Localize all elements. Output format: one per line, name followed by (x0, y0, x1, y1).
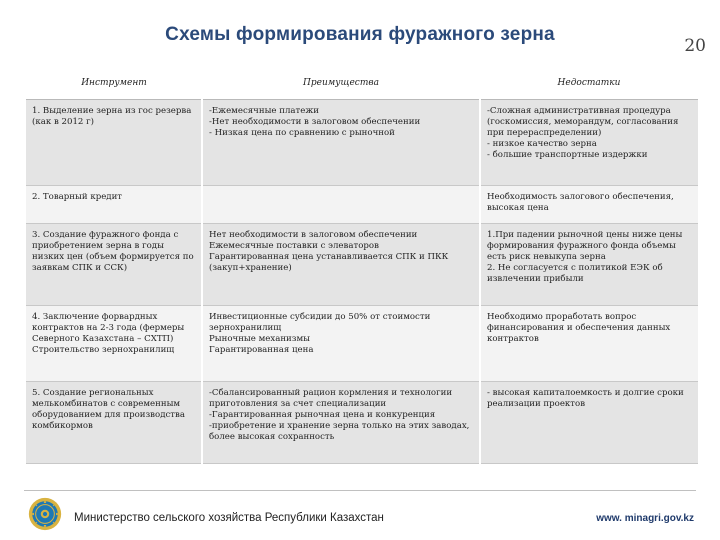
website-link[interactable]: www. minagri.gov.kz (596, 513, 694, 524)
cell-advantages: Нет необходимости в залоговом обеспечении Ежемесячные поставки с элеваторов Гарантированная цена устанавливается СПК и ПКК (закуп+хранение) (202, 224, 480, 306)
cell-instrument: 3. Создание фуражного фонда с приобретением зерна в годы низких цен (объем формируется по заявкам СПК и ССК) (26, 224, 202, 306)
table-row (26, 382, 698, 464)
slide-number: 20 (684, 36, 706, 56)
cell-advantages (202, 186, 480, 224)
kazakhstan-emblem-icon (28, 497, 62, 531)
cell-disadvantages: Необходимо проработать вопрос финансирования и обеспечения данных контрактов (480, 306, 698, 382)
column-header-disadvantages: Недостатки (480, 70, 698, 100)
slide-title: Схемы формирования фуражного зерна (165, 24, 555, 45)
cell-instrument: 2. Товарный кредит (26, 186, 202, 224)
table-row (26, 224, 698, 306)
cell-disadvantages: - высокая капиталоемкость и долгие сроки реализации проектов (480, 382, 698, 464)
cell-instrument: 1. Выделение зерна из гос резерва (как в 2012 г) (26, 100, 202, 186)
cell-advantages: -Сбалансированный рацион кормления и технологии приготовления за счет специализации -Гарантированная рыночная цена и конкуренция -приобретение и хранение зерна только на этих заводах, более высокая сохранность (202, 382, 480, 464)
column-header-advantages: Преимущества (202, 70, 480, 100)
table-row (26, 186, 698, 224)
cell-disadvantages: -Сложная административная процедура (госкомиссия, меморандум, согласования при перераспределении) - низкое качество зерна - большие транспортные издержки (480, 100, 698, 186)
column-header-instrument: Инструмент (26, 70, 202, 100)
cell-advantages: Инвестиционные субсидии до 50% от стоимости зернохранилищ Рыночные механизмы Гарантированная цена (202, 306, 480, 382)
cell-advantages: -Ежемесячные платежи -Нет необходимости в залоговом обеспечении - Низкая цена по сравнению с рыночной (202, 100, 480, 186)
cell-instrument: 4. Заключение форвардных контрактов на 2-3 года (фермеры Северного Казахстана – СХТП) Строительство зернохранилищ (26, 306, 202, 382)
table-row (26, 306, 698, 382)
cell-disadvantages: 1.При падении рыночной цены ниже цены формирования фуражного фонда объемы есть риск невыкупа зерна 2. Не согласуется с политикой ЕЭК об извлечении прибыли (480, 224, 698, 306)
footer-divider (24, 490, 696, 491)
cell-instrument: 5. Создание региональных мелькомбинатов с современным оборудованием для производства комбикормов (26, 382, 202, 464)
cell-disadvantages: Необходимость залогового обеспечения, высокая цена (480, 186, 698, 224)
table-row (26, 100, 698, 186)
ministry-name: Министерство сельского хозяйства Республики Казахстан (74, 512, 384, 524)
schemes-table (26, 70, 698, 464)
table-header-row (26, 70, 698, 100)
